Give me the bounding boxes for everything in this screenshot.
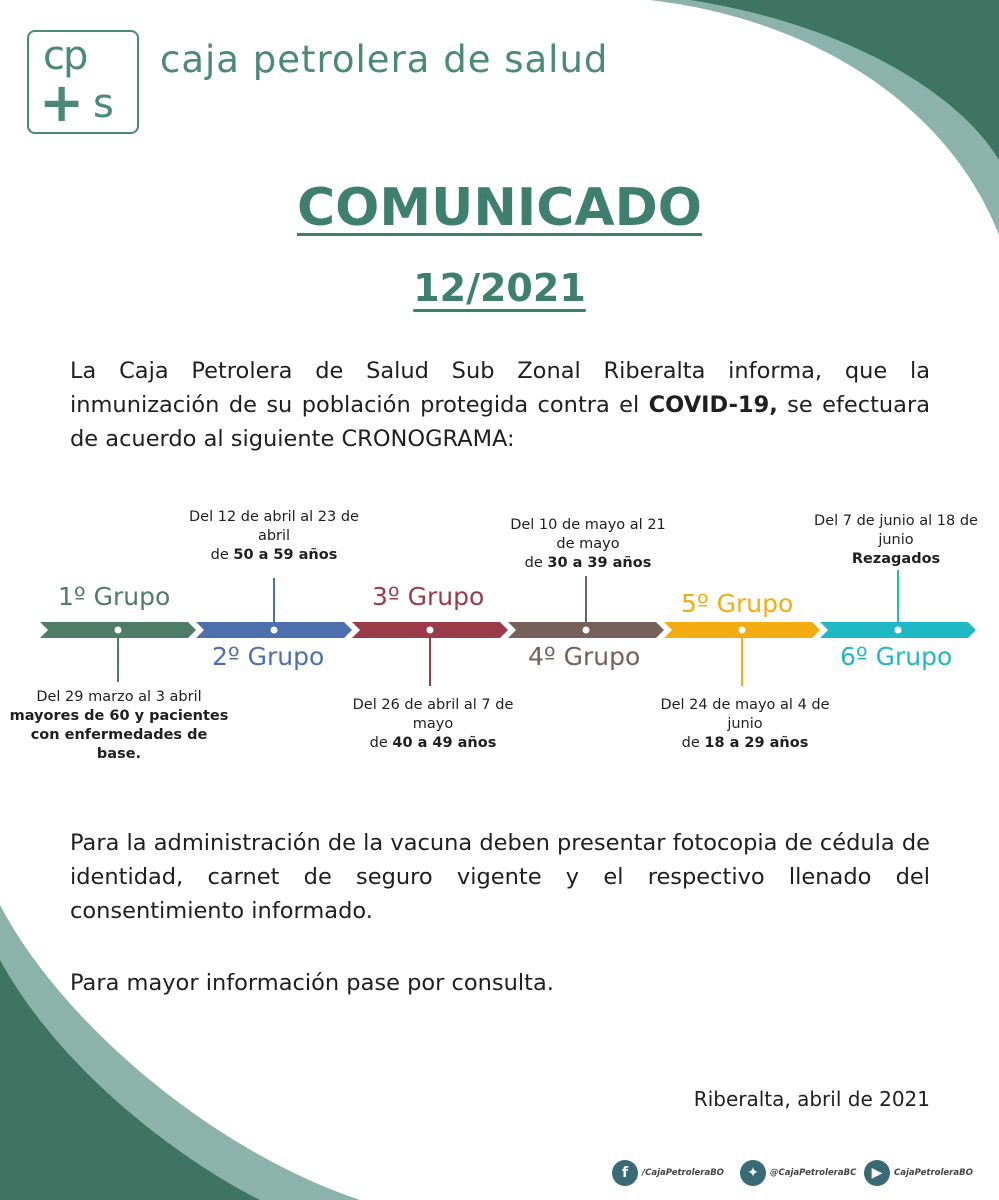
timeline-dot-6 — [895, 627, 902, 634]
logo-letters-top: cp — [43, 33, 87, 79]
group-3-label: 3º Grupo — [372, 582, 485, 611]
intro-paragraph — [70, 354, 930, 456]
group-6-target: Rezagados — [851, 551, 941, 567]
group-5-target: 18 a 29 años — [704, 735, 809, 751]
group-1-target: mayores de 60 y pacientes con enfermedades de base. — [9, 708, 229, 762]
group-5-note — [656, 696, 834, 753]
logo-plus-icon: + — [39, 71, 85, 134]
communique-number — [0, 266, 999, 310]
twitter-handle: @CajaPetroleraBC — [770, 1168, 857, 1178]
group-1-dates: Del 29 marzo al 3 abril — [36, 689, 202, 705]
connector-5 — [741, 636, 743, 686]
more-info-paragraph: Para mayor información pase por consulta. — [70, 970, 554, 996]
social-facebook[interactable] — [612, 1158, 724, 1188]
connector-2 — [273, 578, 275, 624]
social-youtube[interactable] — [864, 1158, 973, 1188]
intro-highlight: COVID-19, — [648, 392, 778, 418]
intro-after: se efectuara de acuerdo al siguiente CRONOGRAMA: — [70, 392, 930, 452]
connector-4 — [585, 576, 587, 624]
place-date: Riberalta, abril de 2021 — [693, 1087, 930, 1111]
group-5-dates: Del 24 de mayo al 4 de junio — [660, 697, 830, 732]
timeline-dot-2 — [271, 627, 278, 634]
social-twitter[interactable] — [740, 1158, 856, 1188]
timeline-dot-5 — [739, 627, 746, 634]
group-2-prefix: de — [210, 547, 234, 563]
group-3-prefix: de — [369, 735, 393, 751]
group-6-dates: Del 7 de junio al 18 de junio — [814, 513, 978, 548]
connector-6 — [897, 570, 899, 624]
logo-letters-bottom: s — [93, 81, 112, 127]
group-3-note — [348, 696, 518, 753]
group-1-note — [8, 688, 230, 764]
group-5-prefix: de — [681, 735, 705, 751]
timeline-dot-4 — [583, 627, 590, 634]
page-title — [0, 178, 999, 238]
connector-3 — [429, 636, 431, 686]
group-2-label: 2º Grupo — [212, 642, 325, 671]
youtube-handle: CajaPetroleraBO — [894, 1168, 973, 1178]
timeline-dot-3 — [427, 627, 434, 634]
group-6-label: 6º Grupo — [840, 642, 953, 671]
group-6-note — [806, 512, 986, 569]
group-5-label: 5º Grupo — [681, 589, 794, 618]
number-text: 12/2021 — [413, 266, 586, 310]
group-1-label: 1º Grupo — [58, 582, 171, 611]
logo — [27, 30, 139, 134]
group-4-prefix: de — [524, 555, 548, 571]
group-3-target: 40 a 49 años — [392, 735, 497, 751]
youtube-icon: ▶ — [864, 1160, 890, 1186]
group-3-dates: Del 26 de abril al 7 de mayo — [352, 697, 514, 732]
brand-name: caja petrolera de salud — [160, 38, 609, 81]
group-4-dates: Del 10 de mayo al 21 de mayo — [510, 517, 666, 552]
group-4-note — [502, 516, 674, 573]
group-2-target: 50 a 59 años — [233, 547, 338, 563]
group-4-label: 4º Grupo — [528, 642, 641, 671]
facebook-handle: /CajaPetroleraBO — [642, 1168, 724, 1178]
connector-1 — [117, 636, 119, 682]
group-2-dates: Del 12 de abril al 23 de abril — [189, 509, 359, 544]
intro-before: La Caja Petrolera de Salud Sub Zonal Riberalta informa, que la inmunización de su población protegida contra el — [70, 358, 930, 418]
twitter-icon: ✦ — [740, 1160, 766, 1186]
title-text: COMUNICADO — [297, 178, 702, 238]
facebook-icon: f — [612, 1160, 638, 1186]
group-2-note — [184, 508, 364, 565]
timeline-dot-1 — [115, 627, 122, 634]
group-4-target: 30 a 39 años — [547, 555, 652, 571]
requirements-paragraph: Para la administración de la vacuna deben presentar fotocopia de cédula de identidad, carnet de seguro vigente y el respectivo llenado del consentimiento informado. — [70, 830, 930, 924]
